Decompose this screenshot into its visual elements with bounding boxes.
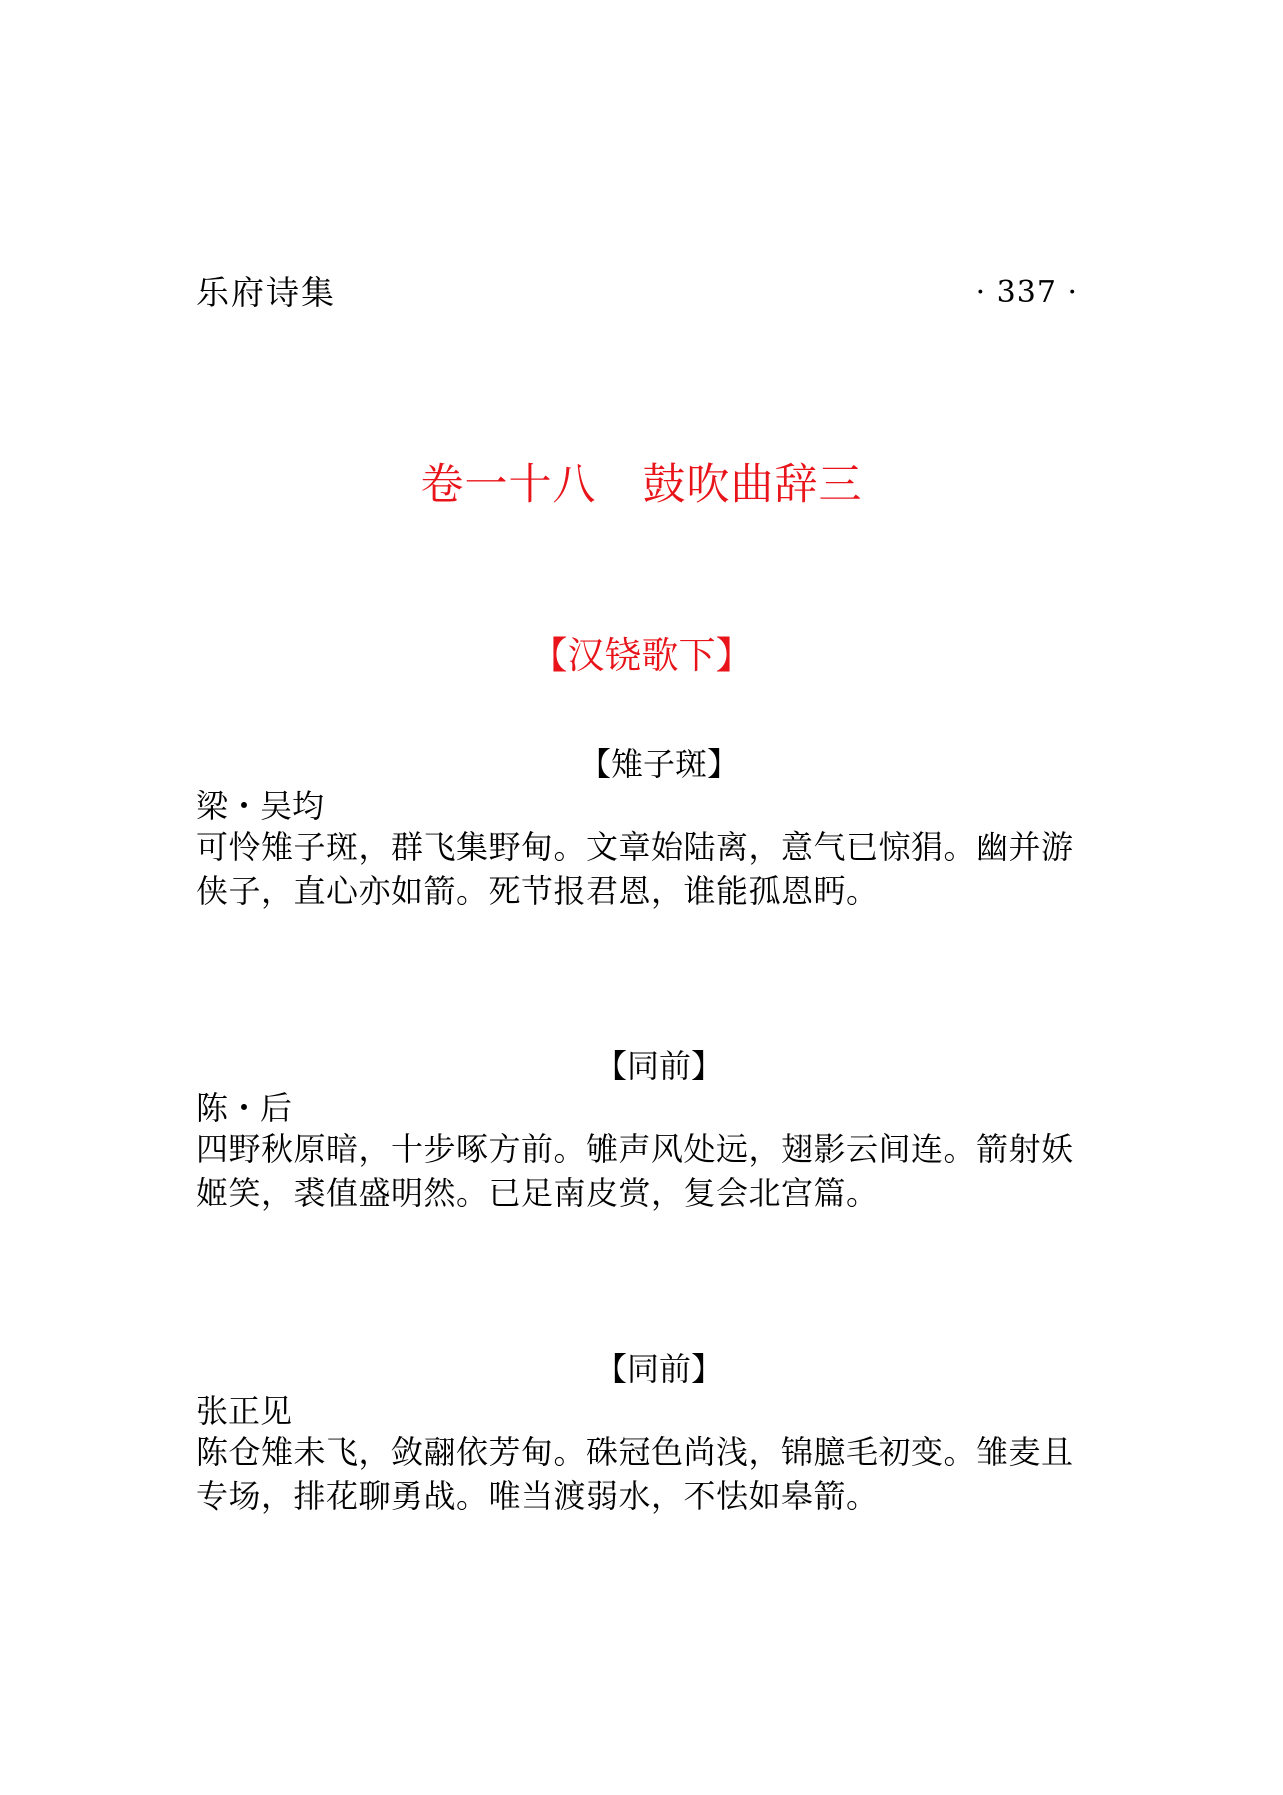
chapter-title — [0, 455, 1283, 515]
poem-title: 【同前】 — [594, 1350, 723, 1388]
chapter-name: 鼓吹曲辞三 — [642, 460, 863, 510]
poem-author: 梁・吴均 — [196, 787, 325, 825]
page-number: · 337 · — [975, 275, 1078, 310]
poem-entry — [196, 1044, 1092, 1215]
poem-entry — [196, 1347, 1092, 1518]
poem-title: 【雉子斑】 — [578, 745, 739, 783]
poem-title: 【同前】 — [594, 1047, 723, 1085]
poem-text: 可怜雉子斑，群飞集野甸。文章始陆离，意气已惊狷。幽并游侠子，直心亦如箭。死节报君恩，谁能孤恩眄。 — [196, 828, 1074, 910]
poem-text: 四野秋原暗，十步啄方前。雊声风处远，翅影云间连。箭射妖姬笑，裘值盛明然。已足南皮赏，复会北宫篇。 — [196, 1130, 1074, 1212]
poem-text: 陈仓雉未飞，敛翮依芳甸。硃冠色尚浅，锦臆毛初变。雏麦且专场，排花聊勇战。唯当渡弱水，不怯如皋箭。 — [196, 1433, 1074, 1515]
chapter-volume: 卷一十八 — [420, 460, 597, 510]
running-header — [196, 271, 1078, 315]
poem-entry — [196, 742, 1092, 913]
book-title: 乐府诗集 — [196, 273, 336, 312]
section-title: 【汉铙歌下】 — [530, 634, 753, 677]
poem-author: 张正见 — [196, 1392, 293, 1430]
poem-author: 陈・后 — [196, 1089, 293, 1127]
